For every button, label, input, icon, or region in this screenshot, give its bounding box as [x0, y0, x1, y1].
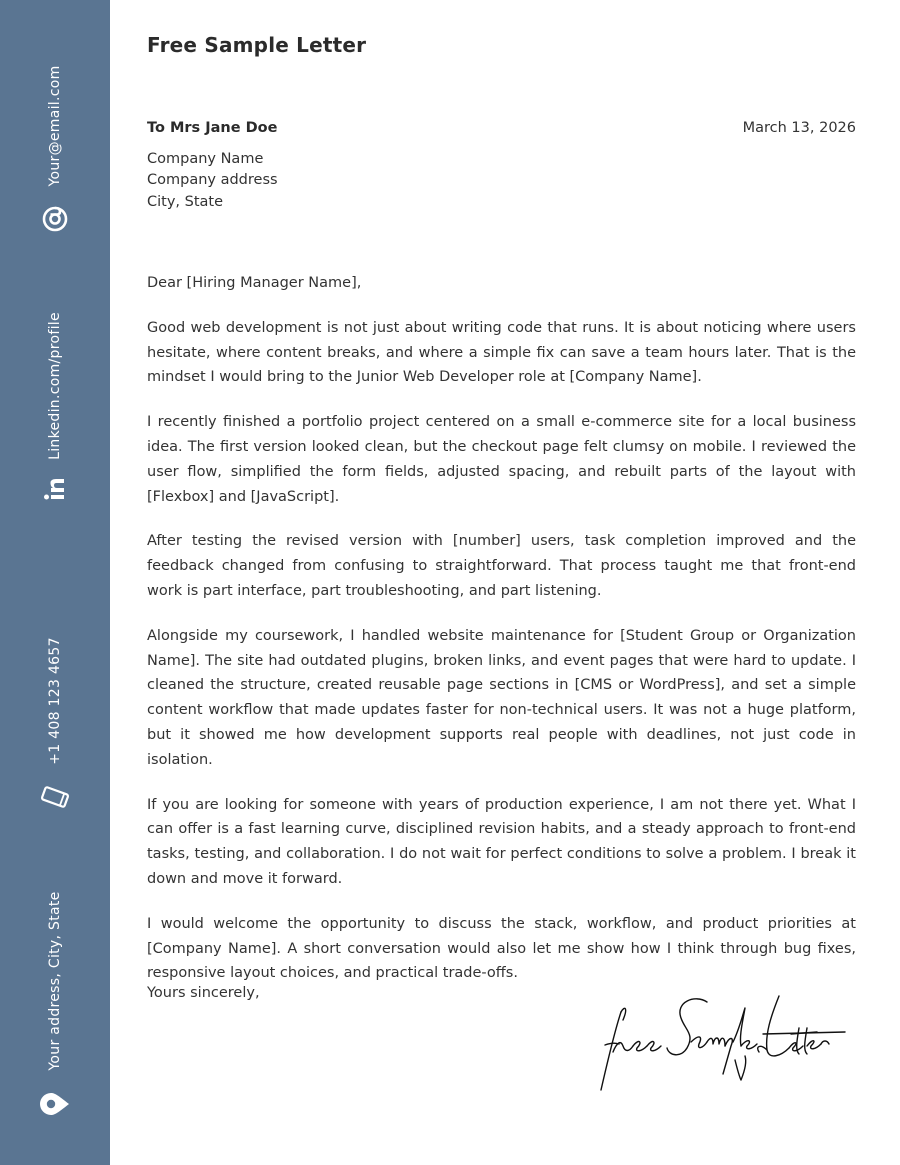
paragraph: If you are looking for someone with years of production experience, I am not there yet. What I can offer is a fast learning curve, disciplined revision habits, and a steady approach to front-end tasks, testing, and collaboration. I do not wait for perfect conditions to solve a problem. I break it down and move it forward. — [147, 796, 856, 887]
location-pin-icon — [38, 1087, 72, 1121]
linkedin-text[interactable]: Linkedin.com/profile — [47, 312, 63, 460]
letter-date: March 13, 2026 — [742, 120, 856, 136]
recipient-address: Company address — [147, 172, 278, 188]
email-text[interactable]: Your@email.com — [47, 65, 63, 187]
phone-icon — [38, 780, 72, 814]
closing: Yours sincerely, — [147, 985, 260, 1001]
paragraph: After testing the revised version with [number] users, task completion improved and the feedback changed from confusing to straightforward. That process taught me that front-end work is part interface, part troubleshooting, and part listening. — [147, 533, 856, 599]
phone-text[interactable]: +1 408 123 4657 — [47, 637, 63, 765]
letter-body — [147, 271, 856, 1006]
signature-image — [595, 990, 850, 1095]
paragraph: I recently finished a portfolio project centered on a small e-commerce site for a local business idea. The first version looked clean, but the checkout page felt clumsy on mobile. I reviewed the user flow, simplified the form fields, adjusted spacing, and rebuilt parts of the layout with [Flexbox] and [JavaScript]. — [147, 414, 856, 505]
recipient-city-state: City, State — [147, 193, 224, 210]
sidebar — [0, 0, 110, 1165]
paragraph: Alongside my coursework, I handled website maintenance for [Student Group or Organization Name]. The site had outdated plugins, broken links, and event pages that were hard to update. I cleaned the structure, created reusable page sections in [CMS or WordPress], and set a simple content workflow that made updates faster for non-technical users. It was not a huge platform, but it showed me how development supports real people with deadlines, not just code in isolation. — [147, 627, 856, 768]
recipient-block — [147, 118, 856, 213]
at-icon — [38, 202, 72, 236]
letter-title: Free Sample Letter — [147, 33, 367, 57]
address-text[interactable]: Your address, City, State — [47, 891, 63, 1071]
salutation: Dear [Hiring Manager Name], — [147, 275, 362, 291]
recipient-company: Company Name — [147, 150, 264, 167]
paragraph: I would welcome the opportunity to discuss the stack, workflow, and product priorities at [Company Name]. A short conversation would also let me show how I think through bug fixes, responsive layout choices, and practical trade-offs. — [147, 915, 856, 982]
paragraph: Good web development is not just about writing code that runs. It is about noticing where users hesitate, where content breaks, and where a simple fix can save a team hours later. That is the mindset I would bring to the Junior Web Developer role at [Company Name]. — [147, 319, 856, 386]
recipient-name: To Mrs Jane Doe — [147, 120, 278, 136]
linkedin-icon — [38, 472, 72, 506]
